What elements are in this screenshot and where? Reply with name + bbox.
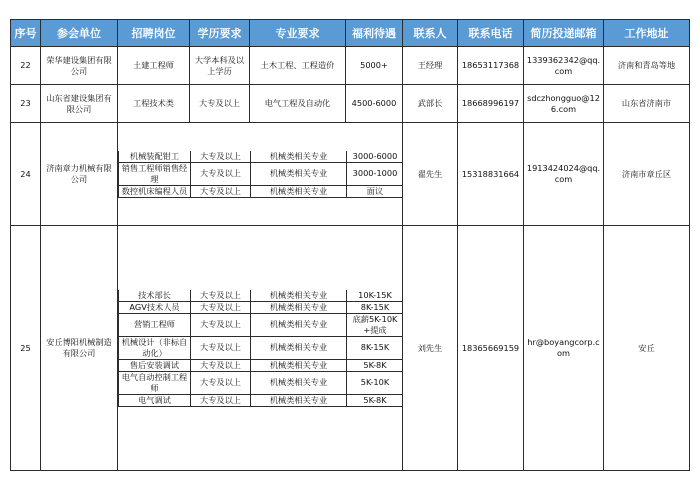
company-seq: 23	[11, 85, 41, 123]
job-row	[119, 185, 403, 197]
company-contact: 翟先生	[403, 123, 458, 226]
job-major: 土木工程、工程造价	[250, 47, 346, 85]
job-education: 大专及以上	[191, 162, 251, 185]
job-position: AGV技术人员	[119, 301, 191, 313]
job-education: 大专及以上	[191, 371, 251, 394]
company-row	[11, 85, 690, 123]
job-row	[119, 290, 403, 302]
company-address: 济南和青岛等地	[604, 47, 690, 85]
job-list	[118, 226, 403, 471]
company-name: 济南章力机械有限公司	[41, 123, 118, 226]
job-subtable	[118, 151, 403, 198]
job-major: 机械类相关专业	[251, 394, 347, 406]
company-row	[11, 47, 690, 85]
company-phone: 18653117368	[458, 47, 524, 85]
job-salary: 面议	[347, 185, 403, 197]
company-name: 安丘博阳机械制造有限公司	[41, 226, 118, 471]
job-major: 机械类相关专业	[251, 290, 347, 302]
job-salary: 5K-10K	[347, 371, 403, 394]
header-seq: 序号	[11, 20, 41, 47]
company-email: 1339362342@qq.com	[524, 47, 604, 85]
job-row	[119, 359, 403, 371]
company-phone: 18668996197	[458, 85, 524, 123]
job-major: 机械类相关专业	[251, 313, 347, 336]
header-row	[11, 20, 690, 47]
header-phone: 联系电话	[458, 20, 524, 47]
header-major: 专业要求	[250, 20, 346, 47]
company-contact: 王经理	[403, 47, 458, 85]
job-education: 大专及以上	[191, 336, 251, 359]
company-contact: 刘先生	[403, 226, 458, 471]
header-education: 学历要求	[190, 20, 250, 47]
job-major: 机械类相关专业	[251, 359, 347, 371]
job-salary: 8K-15K	[347, 336, 403, 359]
company-address: 山东省济南市	[604, 85, 690, 123]
job-education: 大专及以上	[190, 85, 250, 123]
job-education: 大专及以上	[191, 394, 251, 406]
job-position: 机械设计（非标自动化）	[119, 336, 191, 359]
company-name: 荣华建设集团有限公司	[41, 47, 118, 85]
job-education: 大专及以上	[191, 290, 251, 302]
job-major: 电气工程及自动化	[250, 85, 346, 123]
job-position: 售后安装调试	[119, 359, 191, 371]
job-education: 大专及以上	[191, 359, 251, 371]
company-contact: 武部长	[403, 85, 458, 123]
company-email: 1913424024@qq.com	[524, 123, 604, 226]
job-row	[119, 162, 403, 185]
job-row	[119, 336, 403, 359]
job-major: 机械类相关专业	[251, 151, 347, 163]
job-list	[118, 123, 403, 226]
header-address: 工作地址	[604, 20, 690, 47]
job-salary: 5000+	[346, 47, 403, 85]
job-salary: 5K-8K	[347, 394, 403, 406]
company-address: 济南市章丘区	[604, 123, 690, 226]
job-position: 工程技术类	[118, 85, 190, 123]
header-salary: 福利待遇	[346, 20, 403, 47]
job-education: 大学本科及以上学历	[190, 47, 250, 85]
company-email: sdczhongguo@126.com	[524, 85, 604, 123]
company-row	[11, 226, 690, 471]
company-row	[11, 123, 690, 226]
job-salary: 3000-1000	[347, 162, 403, 185]
job-major: 机械类相关专业	[251, 185, 347, 197]
job-education: 大专及以上	[191, 185, 251, 197]
job-salary: 10K-15K	[347, 290, 403, 302]
job-position: 电气调试	[119, 394, 191, 406]
job-education: 大专及以上	[191, 301, 251, 313]
company-name: 山东省建设集团有限公司	[41, 85, 118, 123]
company-seq: 22	[11, 47, 41, 85]
company-seq: 25	[11, 226, 41, 471]
header-position: 招聘岗位	[118, 20, 190, 47]
job-position: 数控机床编程人员	[119, 185, 191, 197]
job-position: 营销工程师	[119, 313, 191, 336]
company-address: 安丘	[604, 226, 690, 471]
job-major: 机械类相关专业	[251, 301, 347, 313]
job-salary: 3000-6000	[347, 151, 403, 163]
job-salary: 4500-6000	[346, 85, 403, 123]
job-position: 电气自动控制工程师	[119, 371, 191, 394]
job-salary: 5K-8K	[347, 359, 403, 371]
company-seq: 24	[11, 123, 41, 226]
header-email: 简历投递邮箱	[524, 20, 604, 47]
job-row	[119, 313, 403, 336]
job-major: 机械类相关专业	[251, 371, 347, 394]
company-phone: 15318831664	[458, 123, 524, 226]
job-row	[119, 394, 403, 406]
job-education: 大专及以上	[191, 313, 251, 336]
job-position: 销售工程师销售经理	[119, 162, 191, 185]
job-position: 机械装配钳工	[119, 151, 191, 163]
job-education: 大专及以上	[191, 151, 251, 163]
job-subtable	[118, 290, 403, 407]
job-position: 技术部长	[119, 290, 191, 302]
company-phone: 18365669159	[458, 226, 524, 471]
job-position: 土建工程师	[118, 47, 190, 85]
company-email: hr@boyangcorp.com	[524, 226, 604, 471]
job-row	[119, 371, 403, 394]
job-salary: 底薪5K-10K+提成	[347, 313, 403, 336]
header-contact: 联系人	[403, 20, 458, 47]
job-salary: 8K-15K	[347, 301, 403, 313]
job-row	[119, 151, 403, 163]
job-row	[119, 301, 403, 313]
job-fair-table	[10, 19, 690, 471]
job-major: 机械类相关专业	[251, 336, 347, 359]
job-major: 机械类相关专业	[251, 162, 347, 185]
header-company: 参会单位	[41, 20, 118, 47]
